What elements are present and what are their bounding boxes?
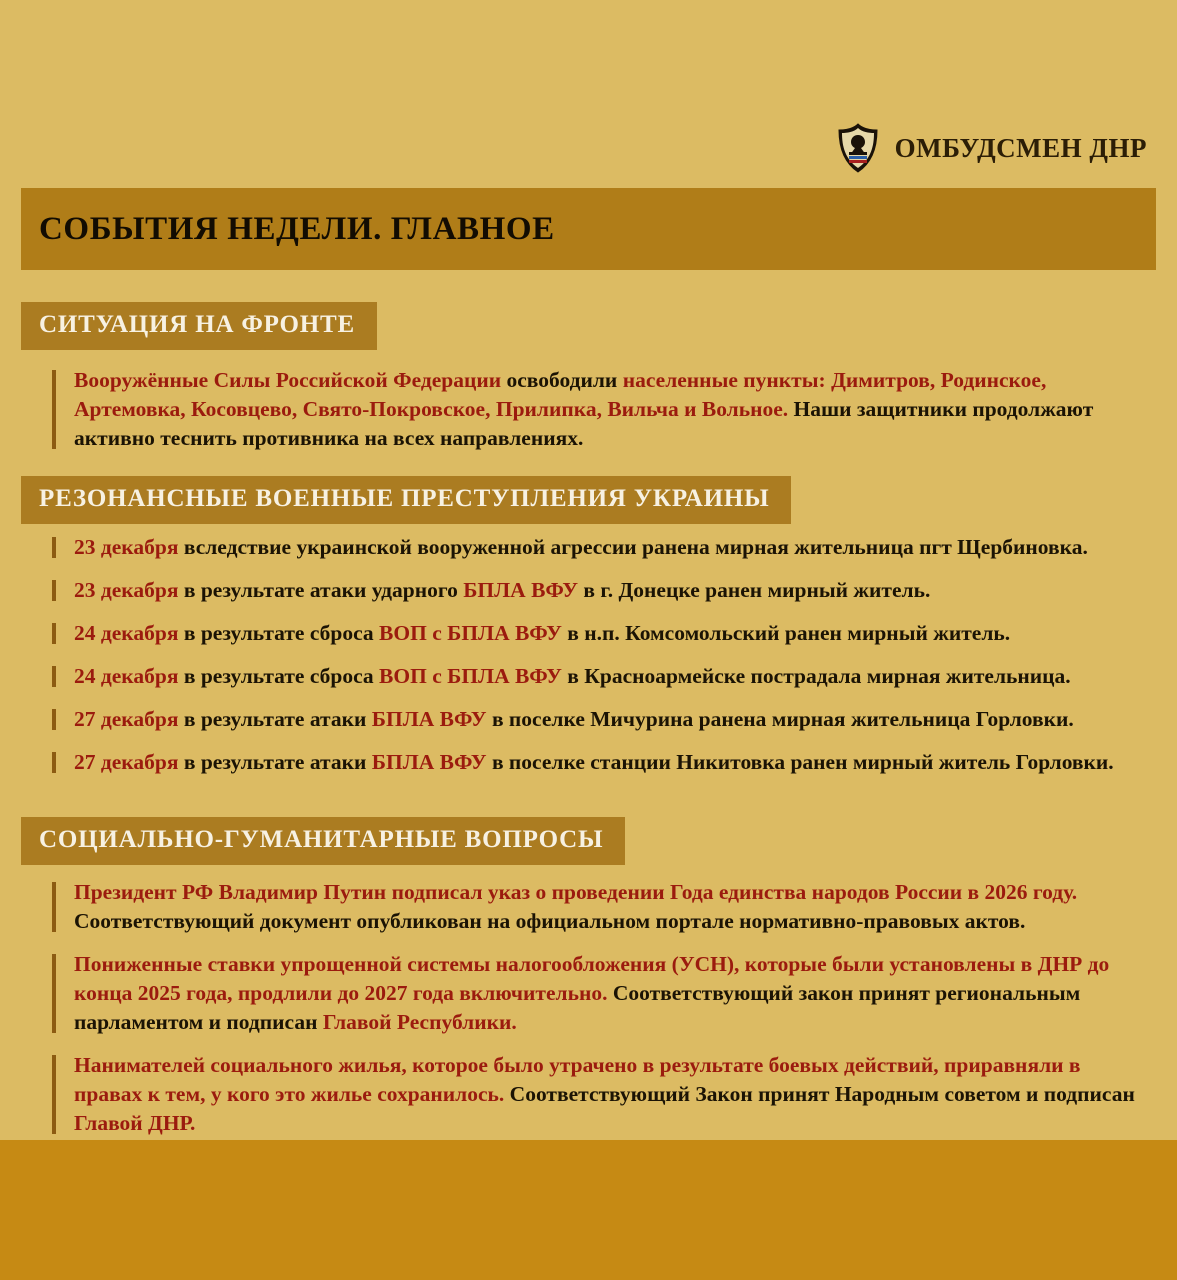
- highlight-text: Вооружённые Силы Российской Федерации: [74, 368, 507, 392]
- news-item-text: [74, 748, 1150, 777]
- section-body-social-humanitarian: [52, 878, 1150, 1152]
- section-body-front-situation: [52, 366, 1150, 467]
- highlight-text: БПЛА ВФУ: [371, 707, 492, 731]
- highlight-text: Пониженные ставки упрощенной системы налогообложения (УСН), которые были установлены в ДНР до конца 2025 года, продлили до 2027 года включительно.: [74, 952, 1110, 1005]
- body-text: в результате атаки ударного: [183, 578, 464, 602]
- news-item: [52, 576, 1150, 605]
- body-text: вследствие украинской вооруженной агрессии ранена мирная жительница пгт Щербиновка.: [183, 535, 1088, 559]
- body-text: Соответствующий закон принят региональным парламентом и подписан: [74, 981, 1081, 1034]
- body-text: освободили: [506, 368, 623, 392]
- body-text: в результате сброса: [183, 664, 380, 688]
- highlight-text: БПЛА ВФУ: [463, 578, 584, 602]
- highlight-text: Нанимателей социального жилья, которое было утрачено в результате боевых действий, приравняли в правах к тем, у кого это жилье сохранилось.: [74, 1053, 1081, 1106]
- main-title-banner: [21, 188, 1156, 270]
- dnr-eagle-emblem-icon: [835, 122, 881, 174]
- section-heading-social-humanitarian: СОЦИАЛЬНО-ГУМАНИТАРНЫЕ ВОПРОСЫ: [21, 817, 625, 865]
- page-title: СОБЫТИЯ НЕДЕЛИ. ГЛАВНОЕ: [39, 210, 555, 247]
- body-text: в результате сброса: [183, 621, 380, 645]
- news-item: [52, 878, 1150, 936]
- news-item: [52, 619, 1150, 648]
- body-text: в н.п. Комсомольский ранен мирный житель.: [567, 621, 1011, 645]
- body-text: Соответствующий документ опубликован на официальном портале нормативно-правовых актов.: [74, 909, 1026, 933]
- body-text: в результате атаки: [183, 707, 372, 731]
- news-item: [52, 748, 1150, 777]
- body-text: Соответствующий Закон принят Народным советом и подписан: [509, 1082, 1135, 1106]
- body-text: в поселке Мичурина ранена мирная жительница Горловки.: [491, 707, 1074, 731]
- body-text: в Красноармейске пострадала мирная жительница.: [567, 664, 1071, 688]
- highlight-text: 27 декабря: [74, 750, 184, 774]
- news-item-text: [74, 950, 1150, 1037]
- news-item: [52, 533, 1150, 562]
- highlight-text: 24 декабря: [74, 621, 184, 645]
- news-item: [52, 950, 1150, 1037]
- brand-title: ОМБУДСМЕН ДНР: [894, 132, 1147, 163]
- news-item: [52, 662, 1150, 691]
- highlight-text: населенные пункты: Димитров, Родинское, Артемовка, Косовцево, Свято-Покровское, Прилипка, Вильча и Вольное.: [74, 368, 1047, 421]
- highlight-text: Президент РФ Владимир Путин подписал указ о проведении Года единства народов России в 2026 году.: [74, 880, 1078, 904]
- highlight-text: 27 декабря: [74, 707, 184, 731]
- news-item-text: [74, 619, 1150, 648]
- news-item-text: [74, 1051, 1150, 1138]
- news-item-text: [74, 533, 1150, 562]
- highlight-text: ВОП с БПЛА ВФУ: [379, 621, 568, 645]
- body-text: в г. Донецке ранен мирный житель.: [583, 578, 931, 602]
- highlight-text: 23 декабря: [74, 535, 184, 559]
- section-heading-war-crimes: РЕЗОНАНСНЫЕ ВОЕННЫЕ ПРЕСТУПЛЕНИЯ УКРАИНЫ: [21, 476, 791, 524]
- body-text: в результате атаки: [183, 750, 372, 774]
- news-item-text: [74, 878, 1150, 936]
- highlight-text: Главой ДНР.: [74, 1111, 196, 1135]
- section-heading-front-situation: СИТУАЦИЯ НА ФРОНТЕ: [21, 302, 377, 350]
- body-text: Наши защитники продолжают активно теснить противника на всех направлениях.: [74, 397, 1094, 450]
- section-body-war-crimes: [52, 533, 1150, 791]
- news-item-text: [74, 366, 1150, 453]
- highlight-text: 23 декабря: [74, 578, 184, 602]
- news-item: [52, 1051, 1150, 1138]
- news-item: [52, 366, 1150, 453]
- news-item-text: [74, 705, 1150, 734]
- news-item: [52, 705, 1150, 734]
- highlight-text: 24 декабря: [74, 664, 184, 688]
- brand-header: [835, 122, 1147, 174]
- highlight-text: БПЛА ВФУ: [371, 750, 492, 774]
- news-item-text: [74, 576, 1150, 605]
- news-item-text: [74, 662, 1150, 691]
- highlight-text: Главой Республики.: [322, 1010, 517, 1034]
- bottom-bar: [0, 1140, 1177, 1280]
- body-text: в поселке станции Никитовка ранен мирный житель Горловки.: [491, 750, 1114, 774]
- highlight-text: ВОП с БПЛА ВФУ: [379, 664, 568, 688]
